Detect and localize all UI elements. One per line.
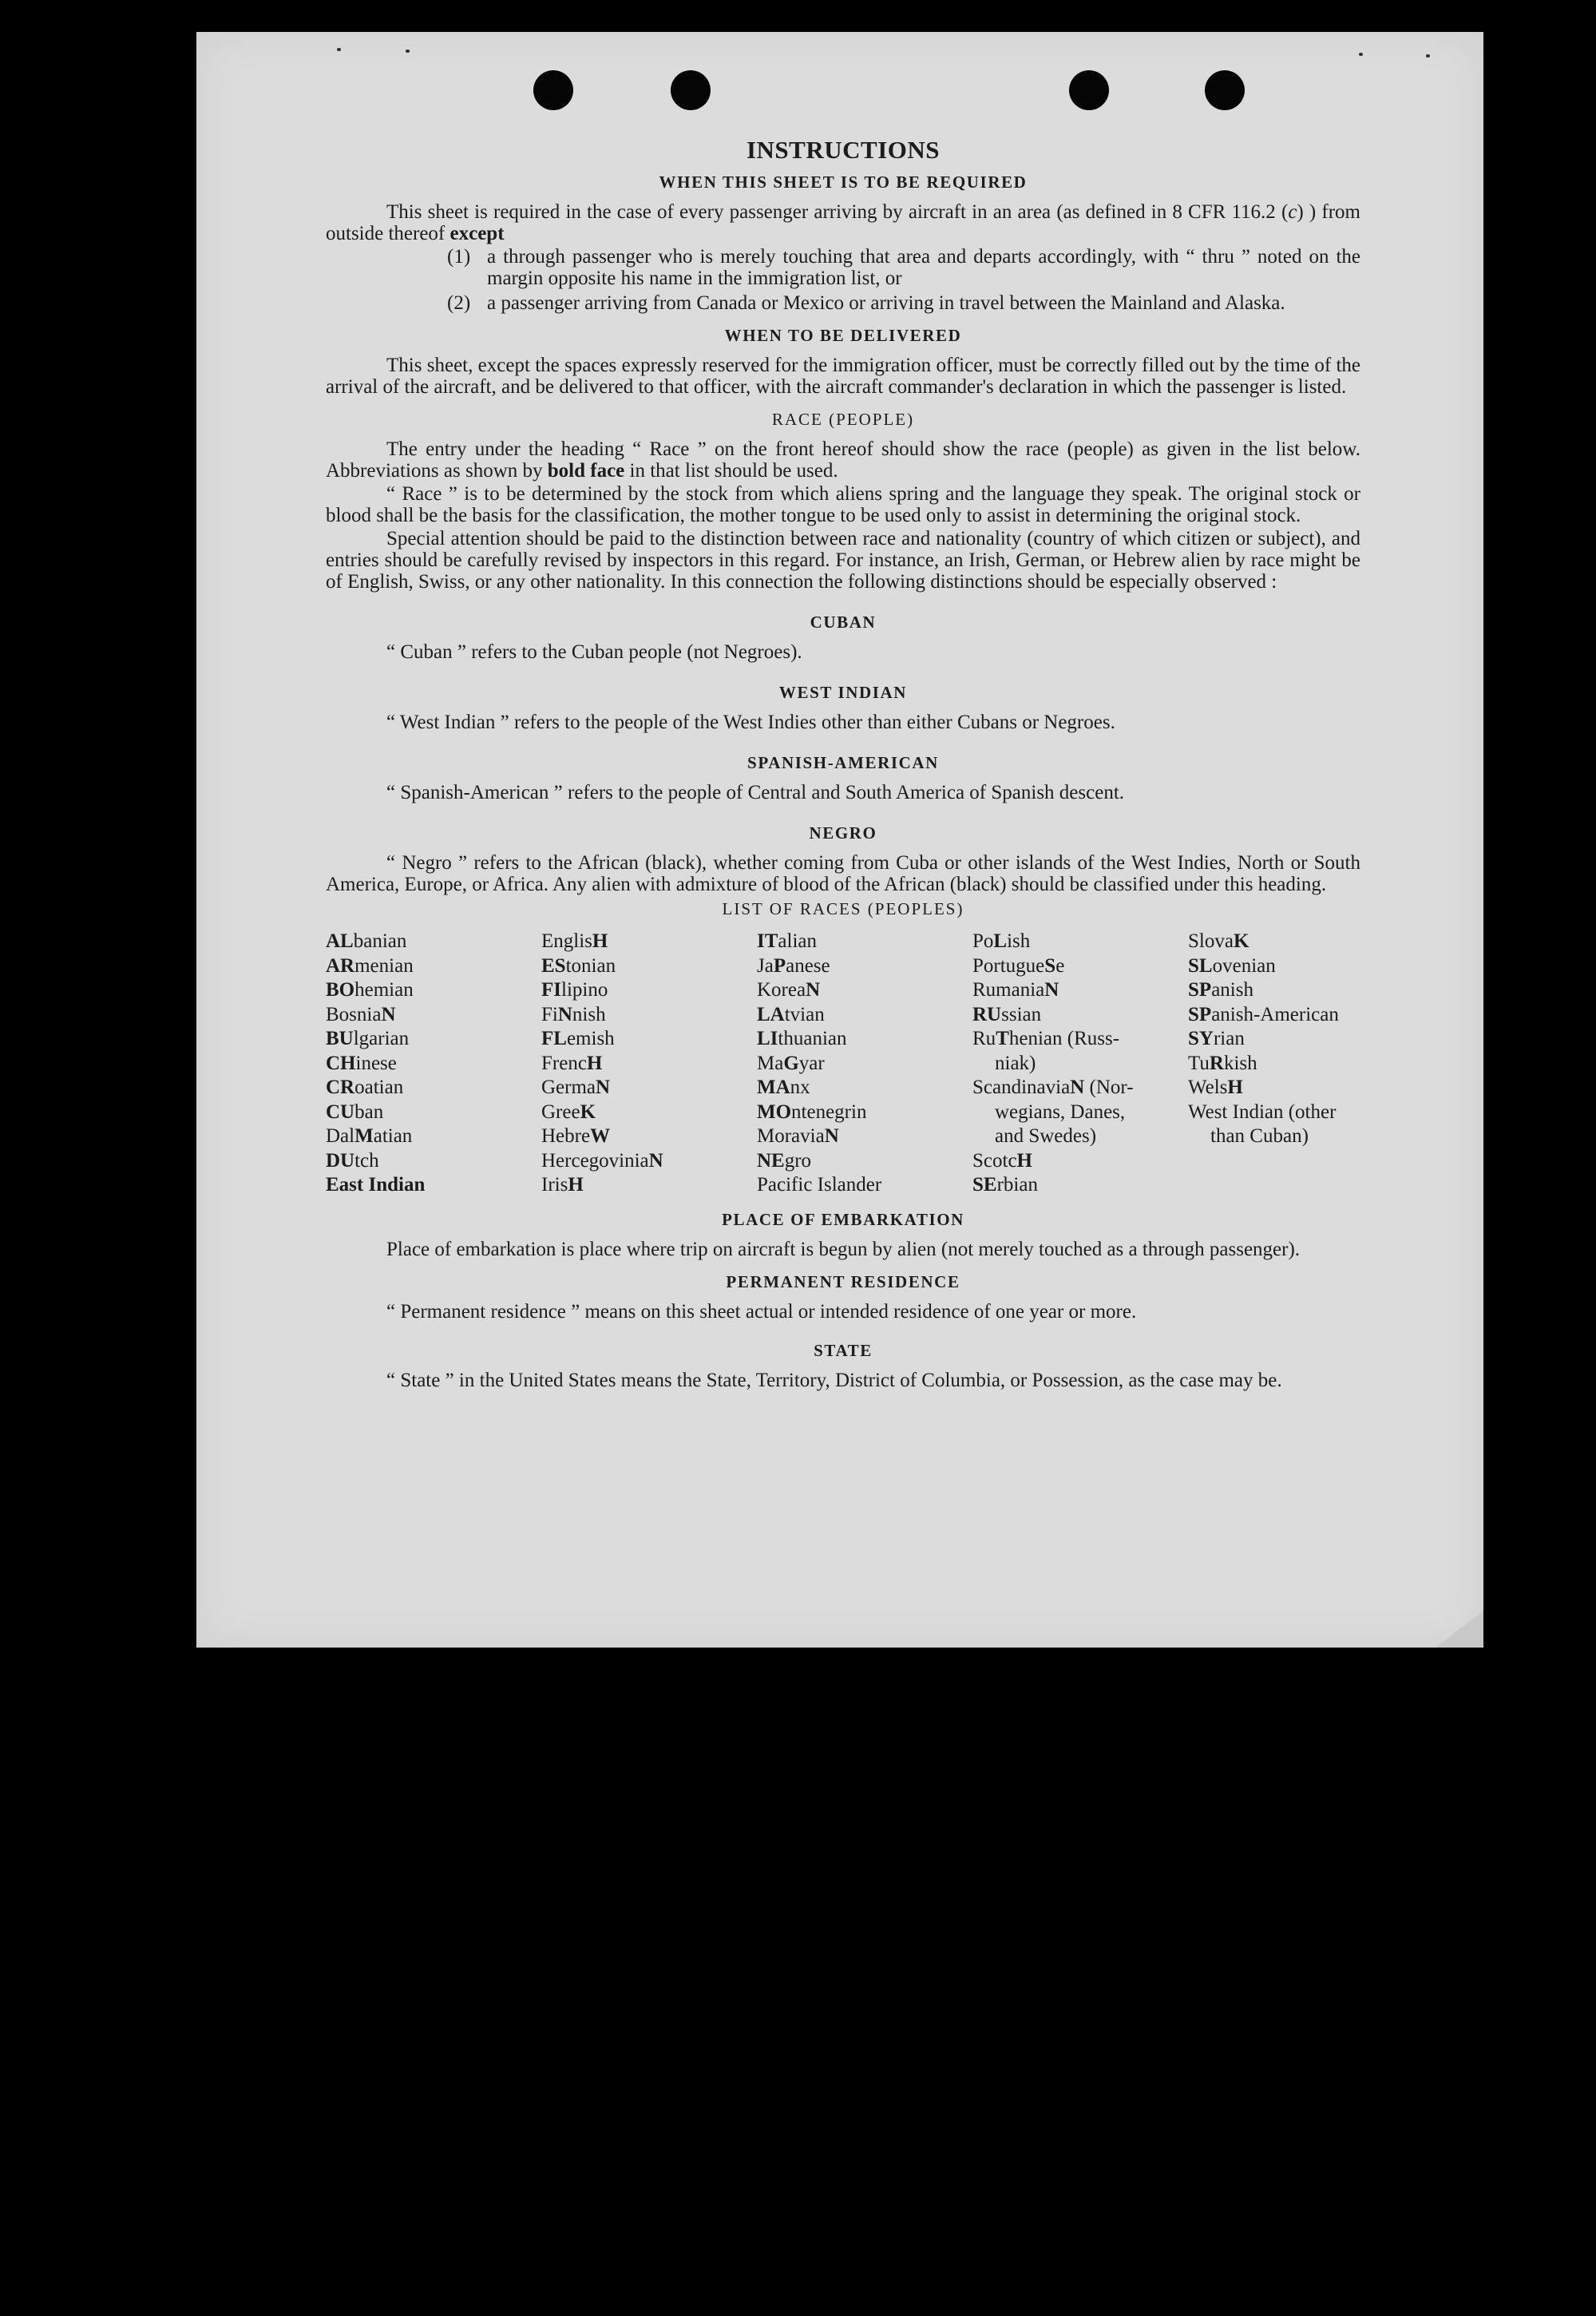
race-entry: DUtch <box>326 1149 379 1172</box>
race-entry: WelsH <box>1188 1077 1243 1098</box>
race-entry: RuThenian (Russ- <box>972 1028 1120 1049</box>
race-entry: LIthuanian <box>757 1028 847 1049</box>
race-entry: niak) <box>995 1052 1036 1074</box>
punch-hole <box>1069 70 1109 110</box>
race-entry: SPanish-American <box>1188 1003 1339 1025</box>
race-entry: GermaN <box>541 1077 611 1098</box>
race-entry: SPanish <box>1188 979 1253 1001</box>
punch-hole <box>1205 70 1245 110</box>
section-heading: PLACE OF EMBARKATION <box>722 1209 964 1229</box>
race-entry: HebreW <box>541 1125 611 1147</box>
race-entry: ITalian <box>757 930 817 952</box>
race-entry: EnglisH <box>541 930 608 952</box>
race-column <box>541 930 757 1198</box>
page-corner <box>1436 1611 1483 1648</box>
race-entry: than Cuban) <box>1210 1125 1309 1147</box>
race-entry: FrencH <box>541 1052 603 1074</box>
race-entry: CHinese <box>326 1052 397 1074</box>
race-entry: KoreaN <box>757 979 821 1001</box>
condition-item: (1) a through passenger who is merely touching that area and departs accordingly, with “ thru ” noted on the margin opposite his name in the immigration list, or <box>447 246 1360 289</box>
race-column <box>1188 930 1360 1198</box>
race-entry: ScandinaviaN (Nor- <box>972 1077 1134 1098</box>
race-entry: EStonian <box>541 954 616 977</box>
speck <box>1359 53 1363 56</box>
section-heading: WHEN THIS SHEET IS TO BE REQUIRED <box>659 173 1028 192</box>
paragraph: Special attention should be paid to the distinction between race and nationality (country of which citizen or subject), and entries should be carefully revised by inspectors in this regard. For instance, an Irish, German, or Hebrew alien by race might be of English, Swiss, or any other nationality. In this connection the following distinctions should be especially observed : <box>326 528 1360 593</box>
race-entry: LAtvian <box>757 1003 825 1025</box>
race-entry: SLovenian <box>1188 954 1276 977</box>
race-entry: SlovaK <box>1188 930 1249 952</box>
paragraph: The entry under the heading “ Race ” on the front hereof should show the race (people) as given in the list below. Abbreviations as shown by bold face in that list should be used. <box>326 438 1360 482</box>
race-entry: HercegoviniaN <box>541 1149 663 1172</box>
section-heading: STATE <box>814 1340 873 1360</box>
race-entry: RumaniaN <box>972 979 1059 1001</box>
race-entry: West Indian (other <box>1188 1100 1337 1123</box>
section-heading: RACE (PEOPLE) <box>771 410 915 429</box>
paragraph: “ Cuban ” refers to the Cuban people (not Negroes). <box>386 641 802 663</box>
paragraph: “ Spanish-American ” refers to the people of Central and South America of Spanish descent. <box>386 782 1125 803</box>
race-entry: ALbanian <box>326 930 407 952</box>
race-entry: MAnx <box>757 1077 810 1098</box>
race-entry: GreeK <box>541 1100 596 1123</box>
paragraph: “ Negro ” refers to the African (black), whether coming from Cuba or other islands of the West Indies, North or South America, Europe, or Africa. Any alien with admixture of blood of the African (black) should be classified under this heading. <box>326 852 1360 895</box>
race-entry: IrisH <box>541 1174 584 1196</box>
race-entry: wegians, Danes, <box>995 1100 1126 1123</box>
paragraph: This sheet is required in the case of every passenger arriving by aircraft in an area (as defined in 8 CFR 116.2 (c) ) from outside thereof except <box>326 201 1361 244</box>
paragraph: “ Race ” is to be determined by the stock from which aliens spring and the language they speak. The original stock or blood shall be the basis for the classification, the mother tongue to be used only to assist in determining the original stock. <box>326 483 1360 526</box>
race-entry: FiNnish <box>541 1003 606 1025</box>
section-heading: NEGRO <box>809 823 877 843</box>
race-column <box>326 930 541 1198</box>
race-entry: and Swedes) <box>995 1125 1097 1147</box>
punch-hole <box>533 70 573 110</box>
section-heading: SPANISH-AMERICAN <box>747 753 939 772</box>
race-entry: PortugueSe <box>972 954 1065 977</box>
speck <box>406 50 410 53</box>
document-sheet <box>196 32 1483 1648</box>
paragraph: Place of embarkation is place where trip on aircraft is begun by alien (not merely touched as a through passenger). <box>386 1238 1301 1260</box>
race-entry: JaPanese <box>757 954 830 977</box>
section-heading: CUBAN <box>810 613 877 632</box>
section-heading: WHEN TO BE DELIVERED <box>724 326 962 345</box>
section-heading: LIST OF RACES (PEOPLES) <box>722 899 964 918</box>
race-entry: ScotcH <box>972 1149 1032 1172</box>
speck <box>1426 54 1430 58</box>
race-entry: TuRkish <box>1188 1052 1257 1074</box>
section-heading: PERMANENT RESIDENCE <box>726 1271 960 1291</box>
race-entry: SYrian <box>1188 1028 1245 1049</box>
race-entry: DalMatian <box>326 1125 413 1147</box>
race-entry: BosniaN <box>326 1003 396 1025</box>
instructions-body <box>326 136 1361 1393</box>
race-entry: PoLish <box>972 930 1031 952</box>
race-entry: FIlipino <box>541 979 608 1001</box>
page-title: INSTRUCTIONS <box>746 136 940 164</box>
race-column <box>972 930 1188 1198</box>
paragraph: “ West Indian ” refers to the people of the West Indies other than either Cubans or Negroes. <box>386 712 1115 733</box>
race-entry: MOntenegrin <box>757 1100 867 1123</box>
race-entry: ARmenian <box>326 954 414 977</box>
race-entry: BUlgarian <box>326 1028 410 1049</box>
paragraph: “ Permanent residence ” means on this sheet actual or intended residence of one year or more. <box>386 1300 1137 1323</box>
race-entry: East Indian <box>326 1174 426 1196</box>
paragraph: This sheet, except the spaces expressly reserved for the immigration officer, must be correctly filled out by the time of the arrival of the aircraft, and be delivered to that officer, with the aircraft commander's declaration in which the passenger is listed. <box>326 355 1360 398</box>
speck <box>337 48 341 51</box>
paragraph: “ State ” in the United States means the State, Territory, District of Columbia, or Possession, as the case may be. <box>386 1369 1282 1391</box>
punch-hole <box>671 70 711 110</box>
race-entry: CRoatian <box>326 1077 404 1098</box>
race-entry: MaGyar <box>757 1052 825 1074</box>
race-entry: Pacific Islander <box>757 1174 882 1196</box>
races-list <box>326 930 1360 1198</box>
race-entry: BOhemian <box>326 979 414 1001</box>
condition-item: (2) a passenger arriving from Canada or Mexico or arriving in travel between the Mainland and Alaska. <box>447 292 1285 314</box>
race-entry: RUssian <box>972 1003 1042 1025</box>
race-entry: NEgro <box>757 1149 812 1172</box>
race-entry: FLemish <box>541 1028 615 1049</box>
race-column <box>757 930 972 1198</box>
section-heading: WEST INDIAN <box>778 683 908 702</box>
race-entry: SErbian <box>972 1174 1038 1196</box>
race-entry: MoraviaN <box>757 1125 839 1147</box>
race-entry: CUban <box>326 1100 384 1123</box>
